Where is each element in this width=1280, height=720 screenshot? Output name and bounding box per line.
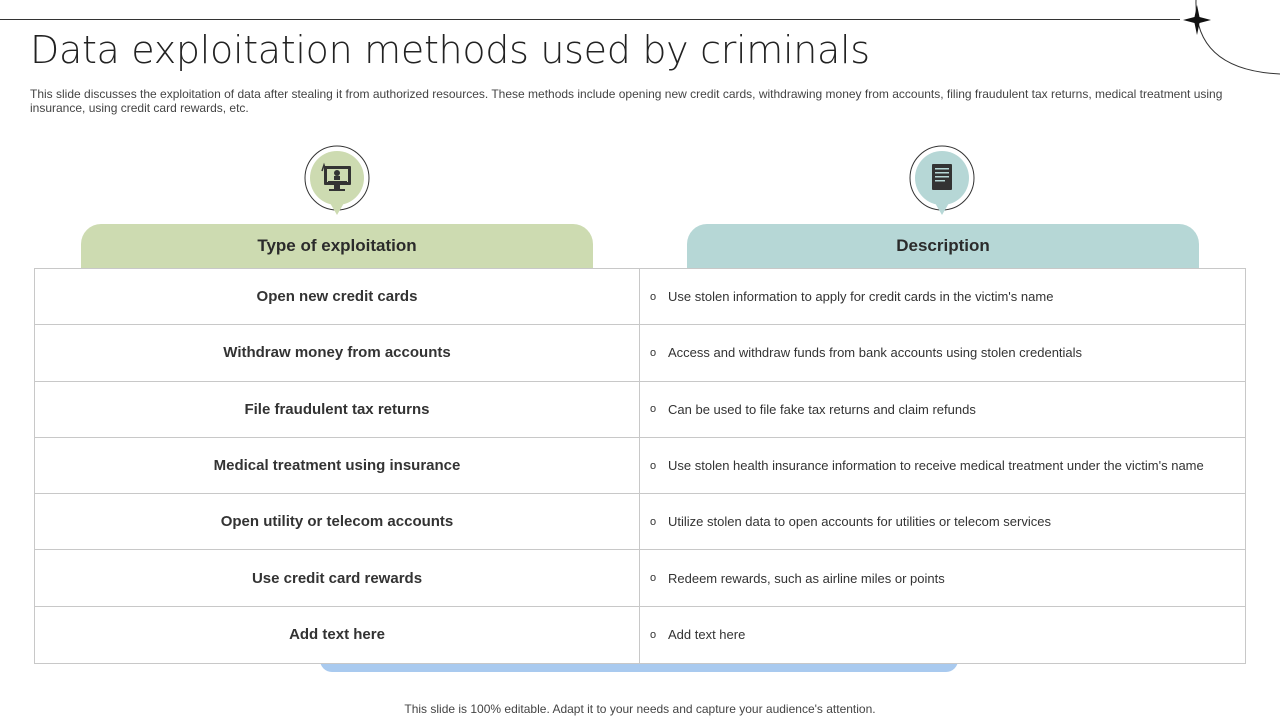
- description-cell: [640, 269, 1245, 324]
- exploitation-type-cell: Open utility or telecom accounts: [35, 494, 640, 549]
- description-cell: [640, 494, 1245, 549]
- exploitation-type-cell: Medical treatment using insurance: [35, 438, 640, 493]
- description-cell: [640, 438, 1245, 493]
- description-cell: [640, 325, 1245, 380]
- top-divider-line: [0, 19, 1180, 20]
- exploitation-type-cell: Open new credit cards: [35, 269, 640, 324]
- document-icon: [909, 143, 977, 217]
- table-row: [35, 607, 1245, 663]
- description-text: Redeem rewards, such as airline miles or points: [668, 570, 945, 586]
- hacker-icon-badge: [304, 143, 372, 217]
- computer-hacker-icon: [304, 143, 372, 217]
- exploitation-type-cell: Use credit card rewards: [35, 550, 640, 605]
- bullet-icon: o: [650, 403, 657, 416]
- exploitation-table: [34, 268, 1246, 664]
- page-subtitle: This slide discusses the exploitation of data after stealing it from authorized resources. These methods include opening new credit cards, withdrawing money from accounts, filing fraudulent tax returns, medical treatment using insurance, using credit card rewards, etc.: [30, 87, 1223, 115]
- description-text: Can be used to file fake tax returns and claim refunds: [668, 401, 976, 417]
- table-row: [35, 494, 1245, 550]
- bullet-icon: o: [650, 346, 657, 359]
- page-title: Data exploitation methods used by criminals: [30, 28, 870, 72]
- document-icon-badge: [909, 143, 977, 217]
- bullet-icon: o: [650, 628, 657, 641]
- description-text: Use stolen information to apply for credit cards in the victim's name: [668, 289, 1054, 305]
- description-text: Access and withdraw funds from bank accounts using stolen credentials: [668, 345, 1083, 361]
- footer-note: This slide is 100% editable. Adapt it to your needs and capture your audience's attention.: [404, 702, 876, 716]
- bullet-icon: o: [650, 290, 657, 303]
- bullet-icon: o: [650, 572, 657, 585]
- description-cell: [640, 550, 1245, 605]
- star-icon: [1183, 5, 1211, 35]
- exploitation-type-cell: Withdraw money from accounts: [35, 325, 640, 380]
- description-header: Description: [687, 224, 1199, 268]
- description-cell: [640, 607, 1245, 663]
- description-text: Utilize stolen data to open accounts for utilities or telecom services: [668, 514, 1051, 530]
- table-row: [35, 382, 1245, 438]
- bullet-icon: o: [650, 459, 657, 472]
- table-row: [35, 438, 1245, 494]
- sparkle-arc-decoration: [1180, 0, 1280, 80]
- exploitation-type-cell: File fraudulent tax returns: [35, 382, 640, 437]
- table-row: [35, 550, 1245, 606]
- description-cell: [640, 382, 1245, 437]
- description-text: Add text here: [668, 627, 746, 643]
- type-of-exploitation-header: Type of exploitation: [81, 224, 593, 268]
- bullet-icon: o: [650, 515, 657, 528]
- exploitation-type-cell: Add text here: [35, 607, 640, 663]
- table-row: [35, 269, 1245, 325]
- table-row: [35, 325, 1245, 381]
- description-text: Use stolen health insurance information to receive medical treatment under the victim's name: [668, 458, 1204, 474]
